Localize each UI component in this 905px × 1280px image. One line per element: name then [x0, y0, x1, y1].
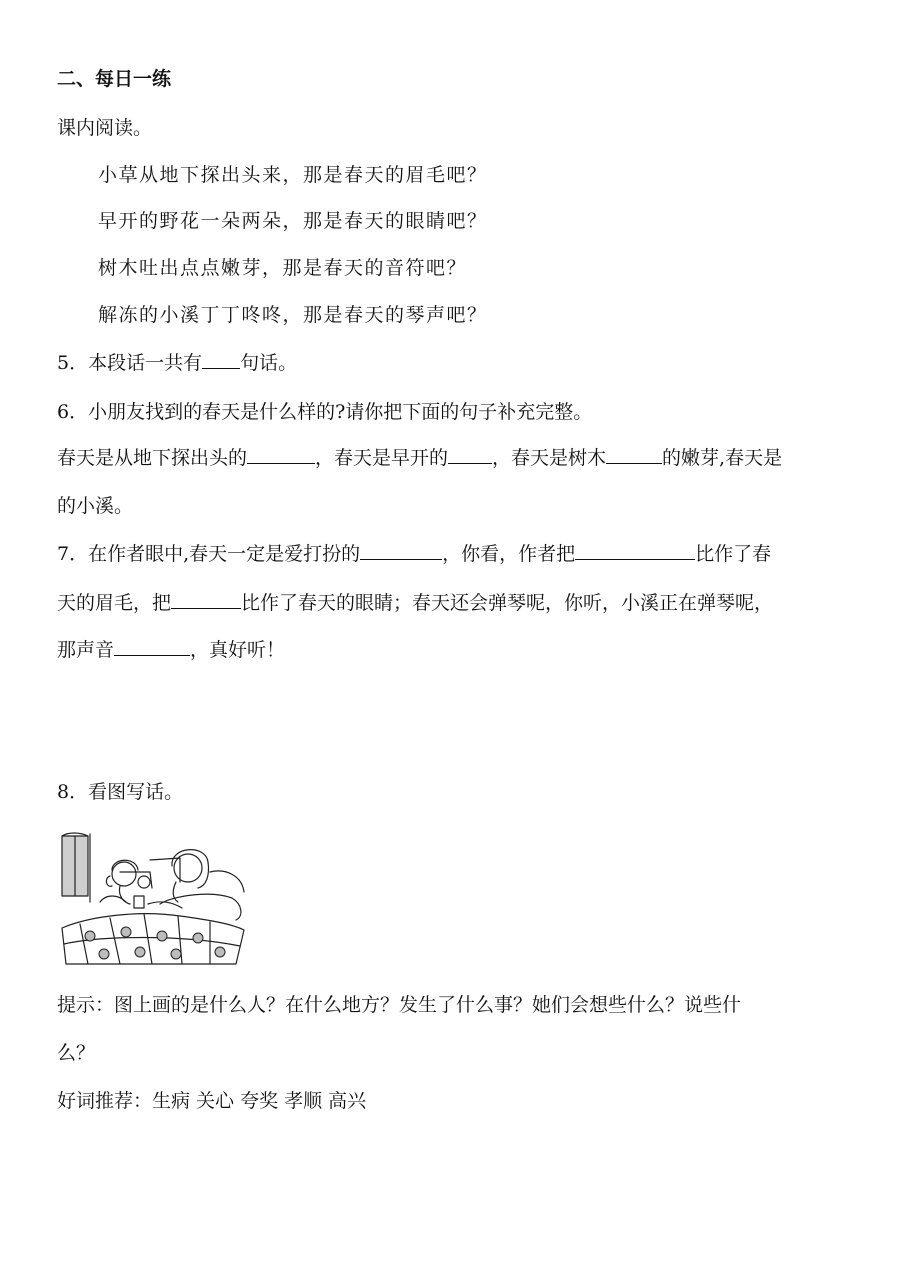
passage-line: 树木吐出点点嫩芽，那是春天的音符吧？	[98, 257, 468, 279]
answer-blank[interactable]	[360, 541, 442, 560]
passage-line: 早开的野花一朵两朵，那是春天的眼睛吧？	[98, 210, 488, 232]
answer-blank[interactable]	[575, 541, 695, 560]
q6-text: 的嫩芽,春天是	[662, 447, 783, 469]
recommended-words: 好词推荐：生病 关心 夸奖 孝顺 高兴	[57, 1090, 367, 1112]
question-7-line	[57, 588, 773, 618]
q6-text: ，春天是树木	[492, 447, 607, 469]
question-6-line	[57, 443, 782, 473]
answer-blank[interactable]	[171, 590, 241, 609]
answer-blank[interactable]	[114, 637, 190, 656]
question-6-line: 的小溪。	[57, 495, 134, 517]
reading-label: 课内阅读。	[57, 117, 153, 139]
answer-blank[interactable]	[606, 445, 662, 464]
q6-text: 春天是从地下探出头的	[57, 447, 248, 469]
hint-line: 么？	[57, 1042, 96, 1064]
q7-text: 7．在作者眼中,春天一定是爱打扮的	[57, 543, 361, 565]
hint-line: 提示：图上画的是什么人？在什么地方？发生了什么事？她们会想些什么？说些什	[57, 994, 742, 1016]
answer-blank[interactable]	[448, 445, 492, 464]
question-6-title: 6．小朋友找到的春天是什么样的?请你把下面的句子补充完整。	[57, 401, 593, 423]
q7-text: 比作了春天的眼睛；春天还会弹琴呢，你听，小溪正在弹琴呢，	[241, 592, 774, 614]
question-5	[57, 348, 297, 378]
passage-line: 解冻的小溪丁丁咚咚，那是春天的琴声吧？	[98, 304, 488, 326]
answer-blank[interactable]	[202, 350, 240, 369]
q7-text: 那声音	[57, 639, 115, 661]
q7-text: 比作了春	[695, 543, 772, 565]
question-7-line	[57, 635, 285, 665]
q7-text: ，你看，作者把	[442, 543, 576, 565]
q5-text: 句话。	[240, 352, 298, 374]
q6-text: ，春天是早开的	[315, 447, 449, 469]
answer-blank[interactable]	[247, 445, 315, 464]
q5-text: 5．本段话一共有	[57, 352, 203, 374]
question-8-title: 8．看图写话。	[57, 781, 184, 803]
passage-line: 小草从地下探出头来，那是春天的眉毛吧？	[98, 164, 488, 186]
mother-daughter-illustration	[60, 832, 246, 966]
question-7-line	[57, 539, 771, 569]
section-title: 二、每日一练	[57, 68, 172, 90]
q7-text: ，真好听！	[190, 639, 286, 661]
q7-text: 天的眉毛，把	[57, 592, 172, 614]
